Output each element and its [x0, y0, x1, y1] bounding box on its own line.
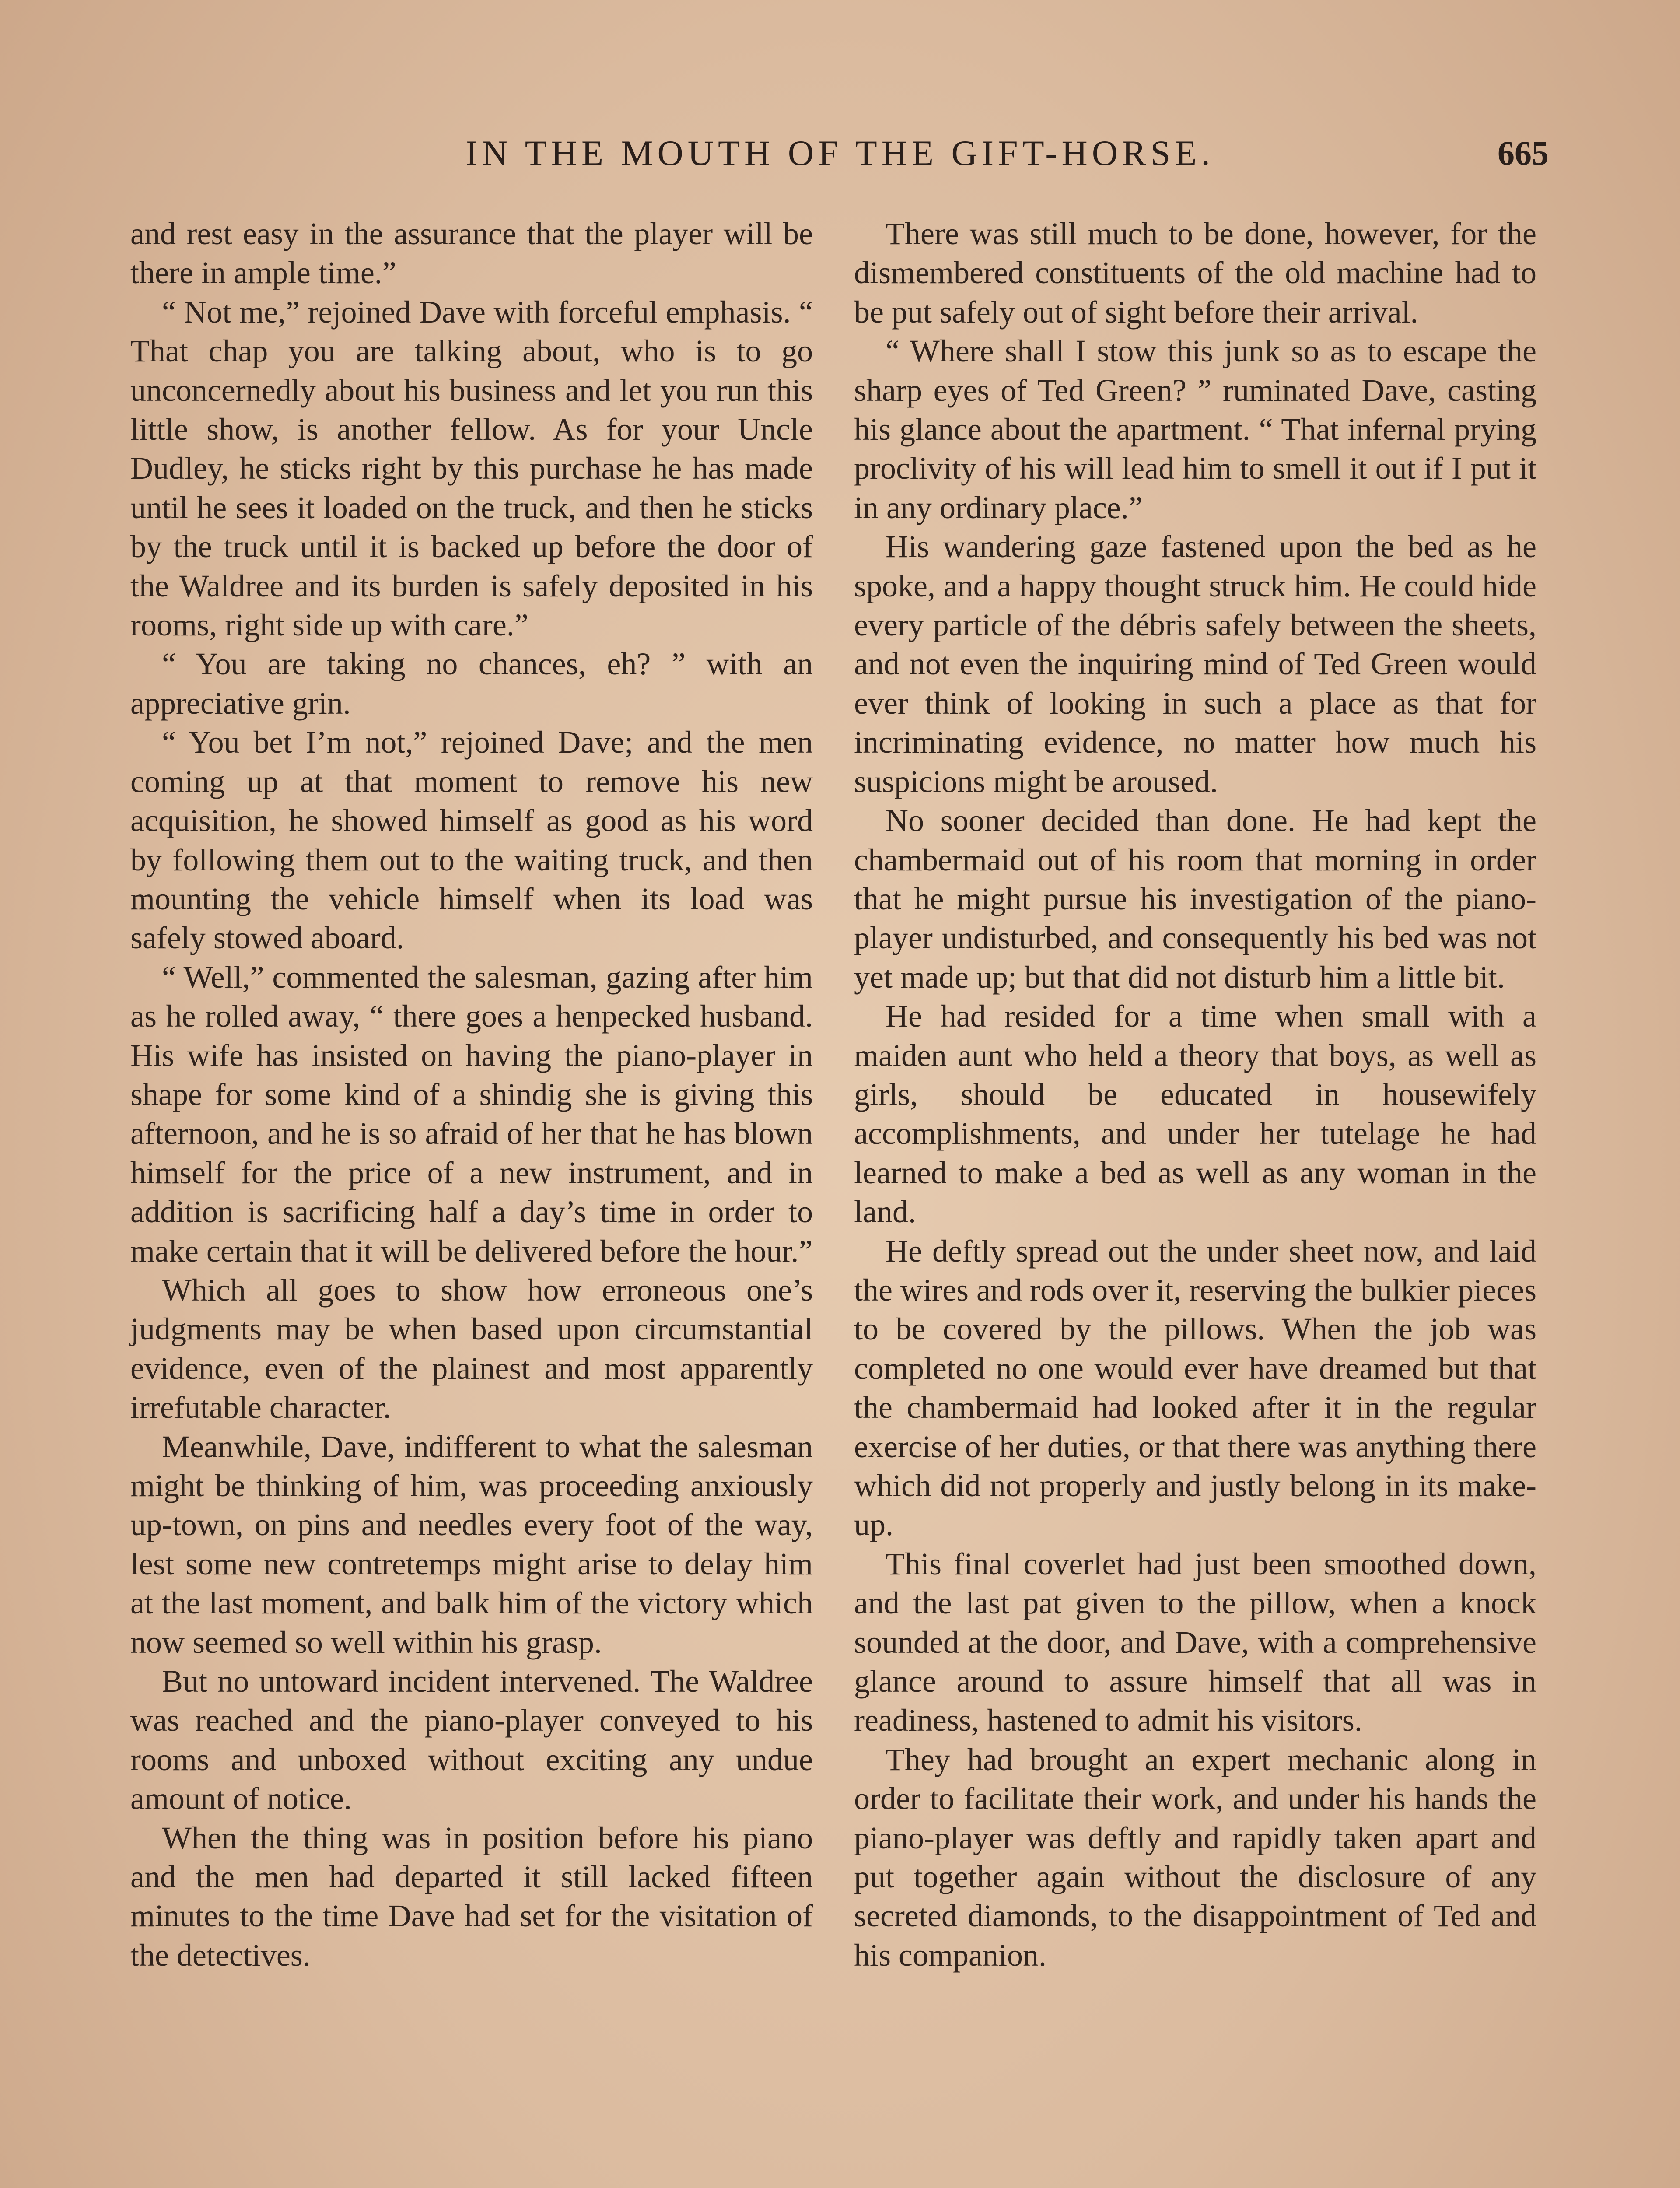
right-column — [854, 214, 1536, 1975]
running-head — [131, 127, 1549, 188]
paragraph: and rest easy in the assurance that the player will be there in ample time.” — [130, 216, 813, 291]
paragraph: They had brought an expert mechanic along in order to facilitate their work, and under his hands the piano-player was deftly and rapidly taken apart and put together again without the disclosure of any secreted diamonds, to the disappointment of Ted and his companion. — [854, 1742, 1536, 1973]
paragraph: He deftly spread out the under sheet now, and laid the wires and rods over it, reserving the bulkier pieces to be covered by the pillows. When the job was completed no one would ever have dreamed but that the chambermaid had looked after it in the regular exercise of her duties, or that there was anything there which did not properly and justly belong in its make-up. — [854, 1233, 1536, 1543]
running-title: IN THE MOUTH OF THE GIFT-HORSE. — [466, 133, 1214, 173]
paragraph: This final coverlet had just been smoothed down, and the last pat given to the pillow, when a knock sounded at the door, and Dave, with a comprehensive glance around to assure himself that all was in readiness, hastened to admit his visitors. — [854, 1546, 1536, 1738]
paragraph: When the thing was in position before his piano and the men had departed it still lacked fifteen minutes to the time Dave had set for the visitation of the detectives. — [130, 1820, 813, 1973]
paragraph: There was still much to be done, however, for the dismembered constituents of the old machine had to be put safely out of sight before their arrival. — [854, 216, 1536, 330]
page-number: 665 — [1498, 134, 1549, 172]
paragraph: “ You bet I’m not,” rejoined Dave; and the men coming up at that moment to remove his new acquisition, he showed himself as good as his word by following them out to the waiting truck, and then mounting the vehicle himself when its load was safely stowed aboard. — [130, 725, 813, 956]
paragraph: No sooner decided than done. He had kept the chambermaid out of his room that morning in order that he might pursue his investigation of the piano-player undisturbed, and consequently his bed was not yet made up; but that did not disturb him a little bit. — [854, 803, 1536, 995]
paragraph: He had resided for a time when small with a maiden aunt who held a theory that boys, as well as girls, should be educated in housewifely accomplishments, and under her tutelage he had learned to make a bed as well as any woman in the land. — [854, 999, 1536, 1230]
paragraph: His wandering gaze fastened upon the bed as he spoke, and a happy thought struck him. He could hide every particle of the débris safely between the sheets, and not even the inquiring mind of Ted Green would ever think of looking in such a place as that for incriminating evidence, no matter how much his suspicions might be aroused. — [854, 529, 1536, 799]
paragraph: “ Well,” commented the salesman, gazing after him as he rolled away, “ there goes a henpecked husband. His wife has insisted on having the piano-player in shape for some kind of a shindig she is giving this afternoon, and he is so afraid of her that he has blown himself for the price of a new instrument, and in addition is sacrificing half a day’s time in order to make certain that it will be delivered before the hour.” — [130, 959, 813, 1269]
paragraph: “ Where shall I stow this junk so as to escape the sharp eyes of Ted Green? ” ruminated Dave, casting his glance about the apartment. “ That infernal prying proclivity of his will lead him to smell it out if I put it in any ordinary place.” — [854, 333, 1536, 525]
paragraph: “ You are taking no chances, eh? ” with an appreciative grin. — [130, 646, 813, 721]
paragraph: Meanwhile, Dave, indifferent to what the salesman might be thinking of him, was proceeding anxiously up-town, on pins and needles every foot of the way, lest some new contretemps might arise to delay him at the last moment, and balk him of the victory which now seemed so well within his grasp. — [130, 1429, 813, 1660]
left-column — [130, 214, 813, 1975]
paragraph: Which all goes to show how erroneous one’s judgments may be when based upon circumstantial evidence, even of the plainest and most apparently irrefutable character. — [130, 1272, 813, 1425]
paragraph: But no untoward incident intervened. The Waldree was reached and the piano-player conveyed to his rooms and unboxed without exciting any undue amount of notice. — [130, 1664, 813, 1816]
paragraph: “ Not me,” rejoined Dave with forceful emphasis. “ That chap you are talking about, who is to go unconcernedly about his business and let you run this little show, is another fellow. As for your Uncle Dudley, he sticks right by this purchase he has made until he sees it loaded on the truck, and then he sticks by the truck until it is backed up before the door of the Waldree and its burden is safely deposited in his rooms, right side up with care.” — [130, 294, 813, 643]
